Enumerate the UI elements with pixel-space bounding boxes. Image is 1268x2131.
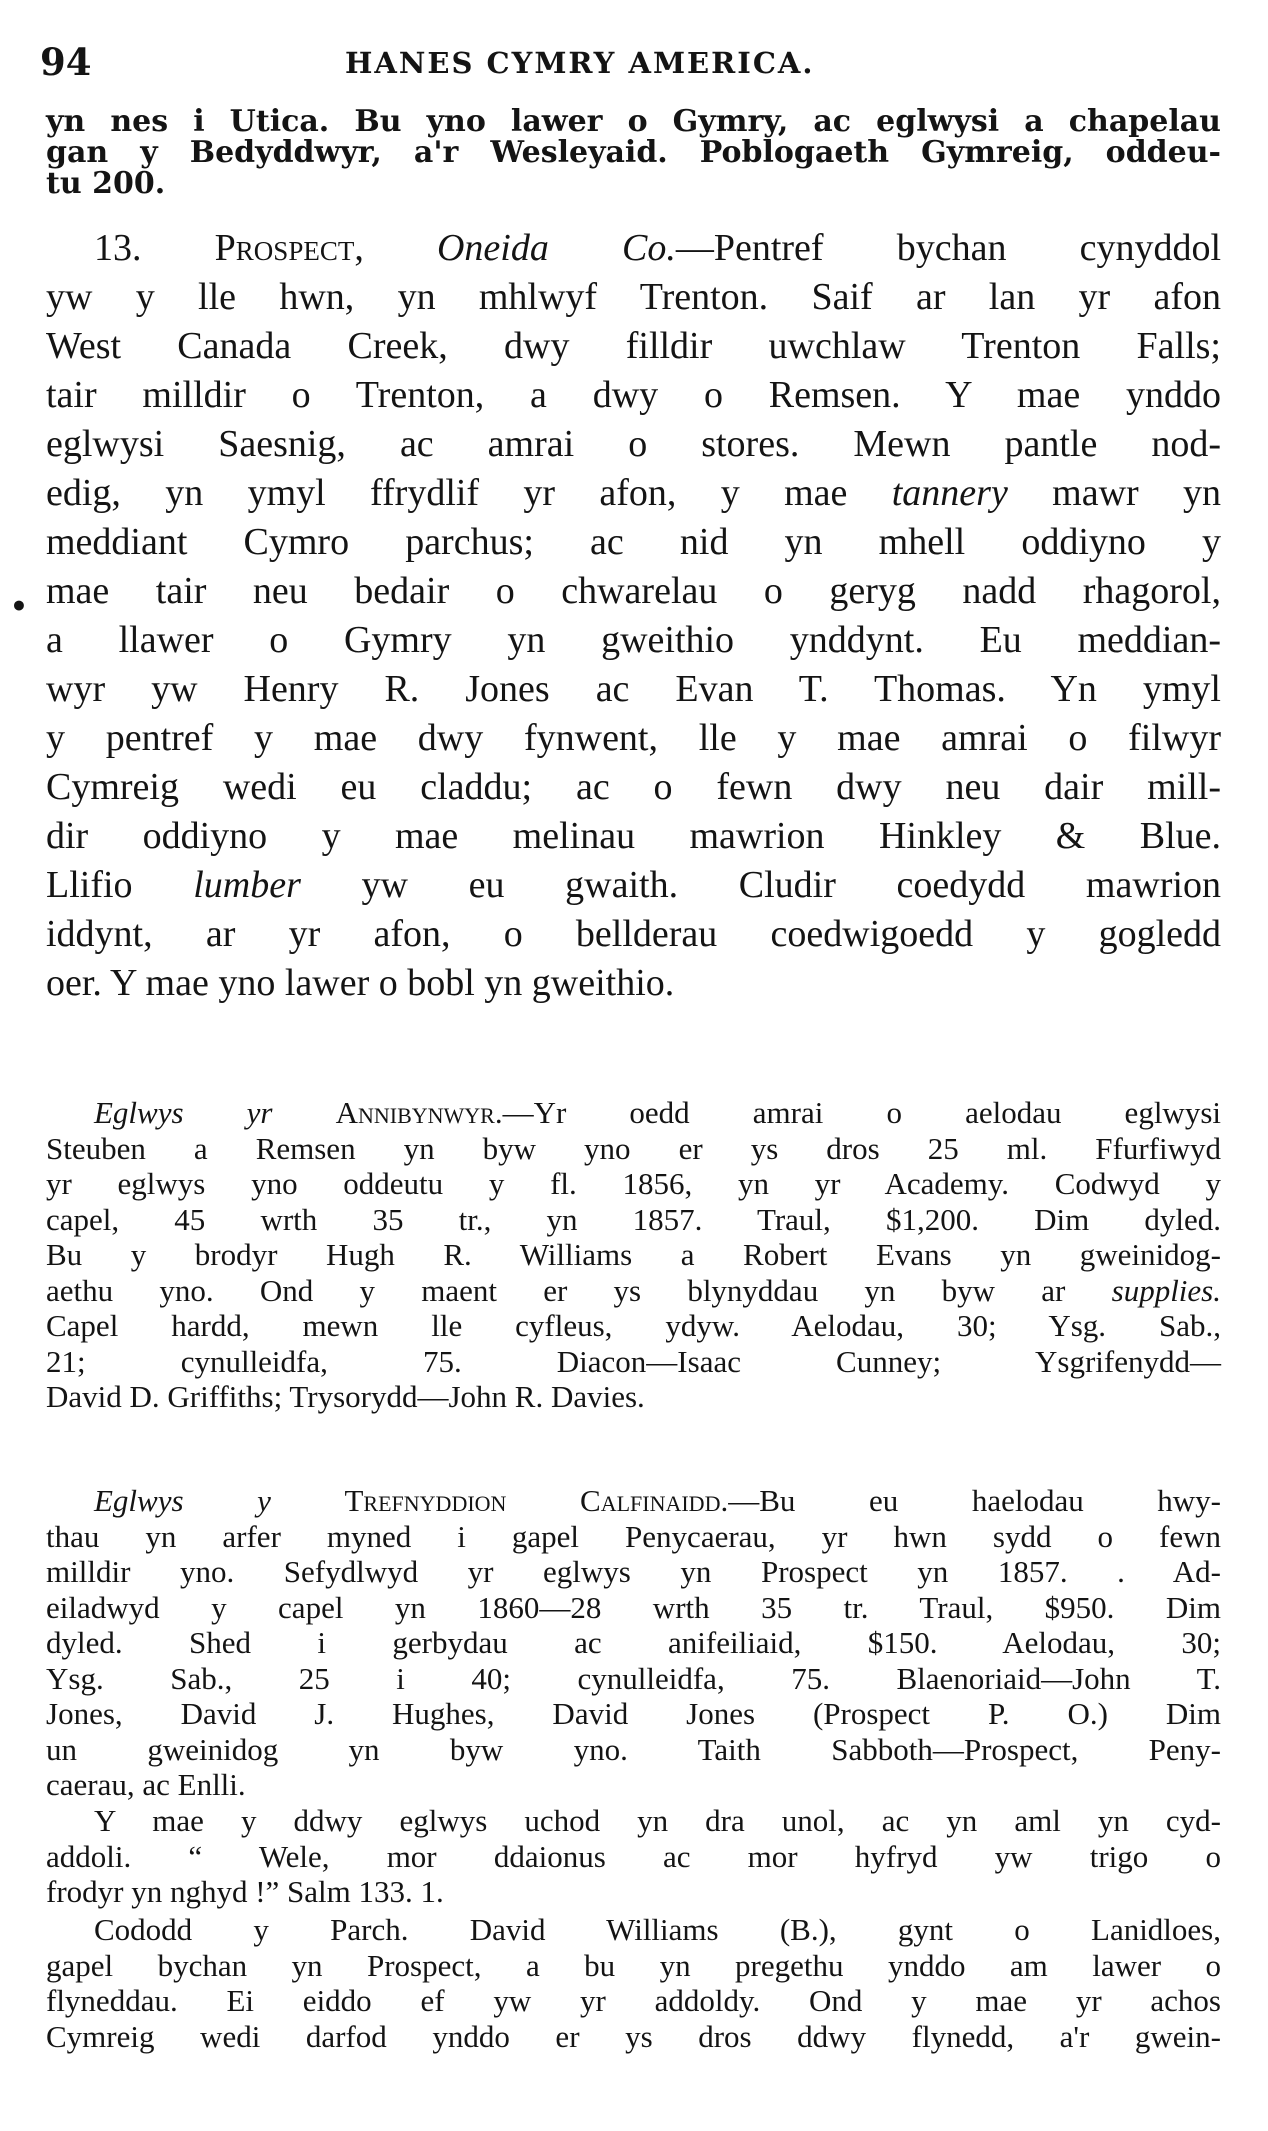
text-fragment: mawr yn (1007, 472, 1221, 514)
text-line: wyr yw Henry R. Jones ac Evan T. Thomas. Yn ymyl (46, 668, 1221, 710)
text-line (46, 861, 1221, 910)
text-line: a llawer o Gymry yn gweithio ynddynt. Eu meddian- (46, 619, 1221, 661)
text-fragment: —Bu eu haelodau hwy- (728, 1483, 1222, 1518)
page-number: 94 (40, 40, 92, 84)
text-line: addoli. “ Wele, mor ddaionus ac mor hyfryd yw trigo o (46, 1838, 1221, 1874)
place-name: Prospect, (214, 227, 364, 269)
text-fragment: yw eu gwaith. Cludir coedydd mawrion (300, 864, 1221, 906)
text-line: y pentref y mae dwy fynwent, lle y mae amrai o filwyr (46, 717, 1221, 759)
section-number: 13. (94, 227, 142, 269)
text-fragment: edig, yn ymyl ffrydlif yr afon, y mae (46, 472, 848, 514)
text-line: eiladwyd y capel yn 1860—28 wrth 35 tr. Traul, $950. Dim (46, 1589, 1221, 1625)
unity-paragraph (46, 1803, 1221, 1910)
text-line: thau yn arfer myned i gapel Penycaerau, yr hwn sydd o fewn (46, 1518, 1221, 1554)
text-line: Cymreig wedi darfod ynddo er ys dros ddwy flynedd, a'r gwein- (46, 2018, 1221, 2054)
text-line: tu 200. (46, 166, 166, 201)
text-line: caerau, ac Enlli. (46, 1767, 246, 1802)
text-line: 21; cynulleidfa, 75. Diacon—Isaac Cunney; Ysgrifenydd— (46, 1343, 1221, 1379)
text-line: gan y Bedyddwyr, a'r Wesleyaid. Poblogaeth Gymreig, oddeu- (46, 135, 1221, 170)
text-line: David D. Griffiths; Trysorydd—John R. Davies. (46, 1379, 645, 1414)
label-smallcaps: Annibynwyr. (335, 1095, 503, 1130)
paragraph-heading-line (46, 1483, 1221, 1519)
section-heading-line (46, 224, 1221, 273)
italic-word: supplies. (1111, 1272, 1221, 1308)
cododd-paragraph (46, 1912, 1221, 2054)
text-line: West Canada Creek, dwy filldir uwchlaw Trenton Falls; (46, 325, 1221, 367)
text-fragment: —Yr oedd amrai o aelodau eglwysi (502, 1095, 1221, 1130)
text-line: tair milldir o Trenton, a dwy o Remsen. Y mae ynddo (46, 374, 1221, 416)
text-line: Jones, David J. Hughes, David Jones (Prospect P. O.) Dim (46, 1696, 1221, 1731)
text-line: Ysg. Sab., 25 i 40; cynulleidfa, 75. Blaenoriaid—John T. (46, 1660, 1221, 1696)
text-line: eglwysi Saesnig, ac amrai o stores. Mewn pantle nod- (46, 423, 1221, 465)
text-line: flyneddau. Ei eiddo ef yw yr addoldy. Ond y mae yr achos (46, 1983, 1221, 2018)
calfinaidd-paragraph (46, 1483, 1221, 1803)
text-line: un gweinidog yn byw yno. Taith Sabboth—Prospect, Peny- (46, 1731, 1221, 1767)
text-fragment: aethu yno. Ond y maent er ys blynyddau yn byw ar (46, 1272, 1112, 1308)
text-line: gapel bychan yn Prospect, a bu yn pregethu ynddo am lawer o (46, 1947, 1221, 1983)
annibynwyr-paragraph (46, 1095, 1221, 1415)
paragraph-heading-line (46, 1095, 1221, 1131)
label-italic: Eglwys yr (94, 1095, 273, 1130)
text-line: milldir yno. Sefydlwyd yr eglwys yn Prospect yn 1857. . Ad- (46, 1554, 1221, 1589)
page-header (40, 40, 1220, 84)
text-line: yr eglwys yno oddeutu y fl. 1856, yn yr Academy. Codwyd y (46, 1166, 1221, 1201)
label-smallcaps: Trefnyddion Calfinaidd. (344, 1483, 729, 1518)
italic-word: lumber (193, 864, 301, 906)
text-line: meddiant Cymro parchus; ac nid yn mhell oddiyno y (46, 521, 1221, 563)
text-line (46, 469, 1221, 518)
text-fragment: Llifio (46, 864, 194, 906)
text-line: iddynt, ar yr afon, o bellderau coedwigoedd y gogledd (46, 913, 1221, 955)
prospect-section (46, 224, 1221, 1008)
text-line: oer. Y mae yno lawer o bobl yn gweithio. (46, 962, 675, 1004)
text-line: frodyr yn nghyd !” Salm 133. 1. (46, 1874, 444, 1909)
text-line: capel, 45 wrth 35 tr., yn 1857. Traul, $1,200. Dim dyled. (46, 1201, 1221, 1237)
text-line: Y mae y ddwy eglwys uchod yn dra unol, ac yn aml yn cyd- (94, 1803, 1221, 1838)
text-line: Capel hardd, mewn lle cyfleus, ydyw. Aelodau, 30; Ysg. Sab., (46, 1308, 1221, 1343)
italic-word: tannery (891, 472, 1008, 514)
margin-mark: • (10, 590, 28, 623)
text-line: dir oddiyno y mae melinau mawrion Hinkley & Blue. (46, 815, 1221, 857)
text-line: mae tair neu bedair o chwarelau o geryg nadd rhagorol, (46, 570, 1221, 612)
text-line: Cymreig wedi eu claddu; ac o fewn dwy neu dair mill- (46, 766, 1221, 808)
county-name: Oneida Co. (436, 227, 676, 269)
label-italic: Eglwys y (94, 1483, 271, 1518)
text-line (46, 1273, 1221, 1309)
heading-rest: —Pentref bychan cynyddol (675, 227, 1222, 269)
text-line: yn nes i Utica. Bu yno lawer o Gymry, ac eglwysi a chapelau (46, 104, 1221, 139)
text-line: dyled. Shed i gerbydau ac anifeiliaid, $150. Aelodau, 30; (46, 1625, 1221, 1660)
text-line: yw y lle hwn, yn mhlwyf Trenton. Saif ar lan yr afon (46, 276, 1221, 318)
intro-paragraph (46, 106, 1221, 199)
text-line: Bu y brodyr Hugh R. Williams a Robert Evans yn gweinidog- (46, 1237, 1221, 1272)
text-line: Steuben a Remsen yn byw yno er ys dros 25 ml. Ffurfiwyd (46, 1130, 1221, 1166)
running-title: HANES CYMRY AMERICA. (345, 46, 815, 80)
text-line: Cododd y Parch. David Williams (B.), gynt o Lanidloes, (94, 1912, 1221, 1947)
